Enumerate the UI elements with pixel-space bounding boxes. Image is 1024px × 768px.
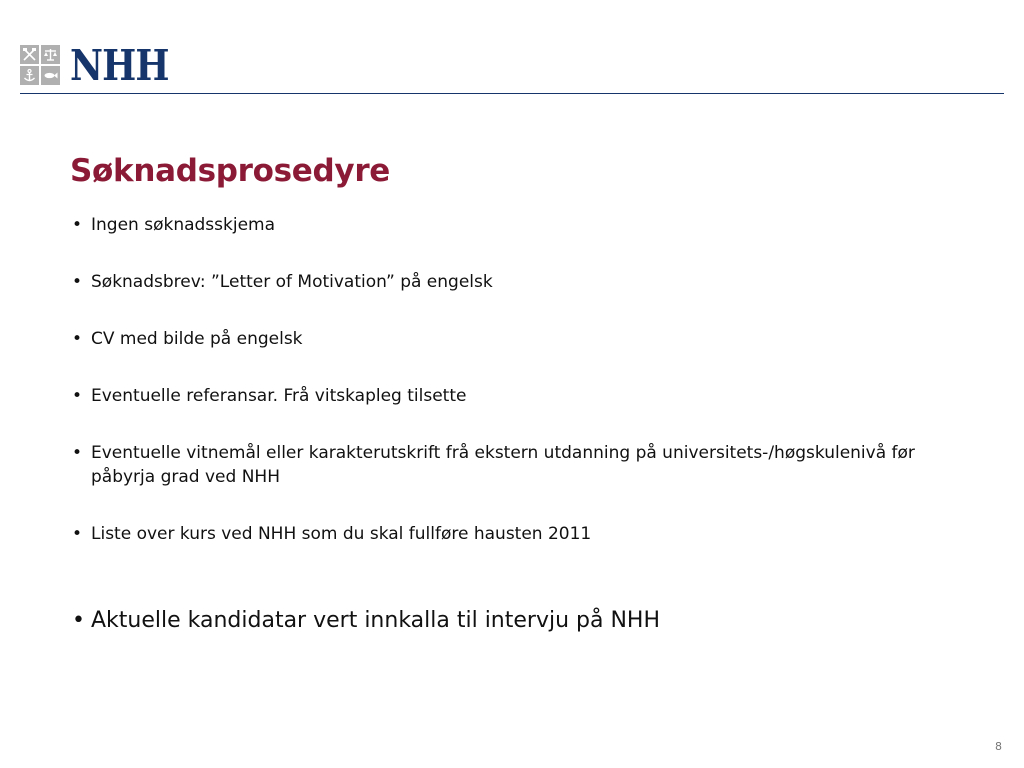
header-divider xyxy=(20,93,1004,94)
bullet-item: • Søknadsbrev: ”Letter of Motivation” på engelsk xyxy=(72,270,932,294)
bullet-list xyxy=(72,213,932,669)
bullet-item: • Liste over kurs ved NHH som du skal fullføre hausten 2011 xyxy=(72,522,932,546)
scales-icon xyxy=(41,45,60,64)
bullet-item: • Eventuelle vitnemål eller karakterutskrift frå ekstern utdanning på universitets-/høgskulenivå før påbyrja grad ved NHH xyxy=(72,441,932,489)
page-number: 8 xyxy=(995,740,1002,753)
crossed-tools-icon xyxy=(20,45,39,64)
emphasis-bullet-item: • Aktuelle kandidatar vert innkalla til intervju på NHH xyxy=(72,606,932,636)
slide-title: Søknadsprosedyre xyxy=(70,153,391,189)
logo-mark xyxy=(20,45,60,85)
bullet-item: • CV med bilde på engelsk xyxy=(72,327,932,351)
fish-icon xyxy=(41,66,60,85)
anchor-icon xyxy=(20,66,39,85)
logo-text: NHH xyxy=(70,41,169,90)
nhh-logo xyxy=(20,41,185,90)
bullet-item: • Ingen søknadsskjema xyxy=(72,213,932,237)
bullet-item: • Eventuelle referansar. Frå vitskapleg tilsette xyxy=(72,384,932,408)
